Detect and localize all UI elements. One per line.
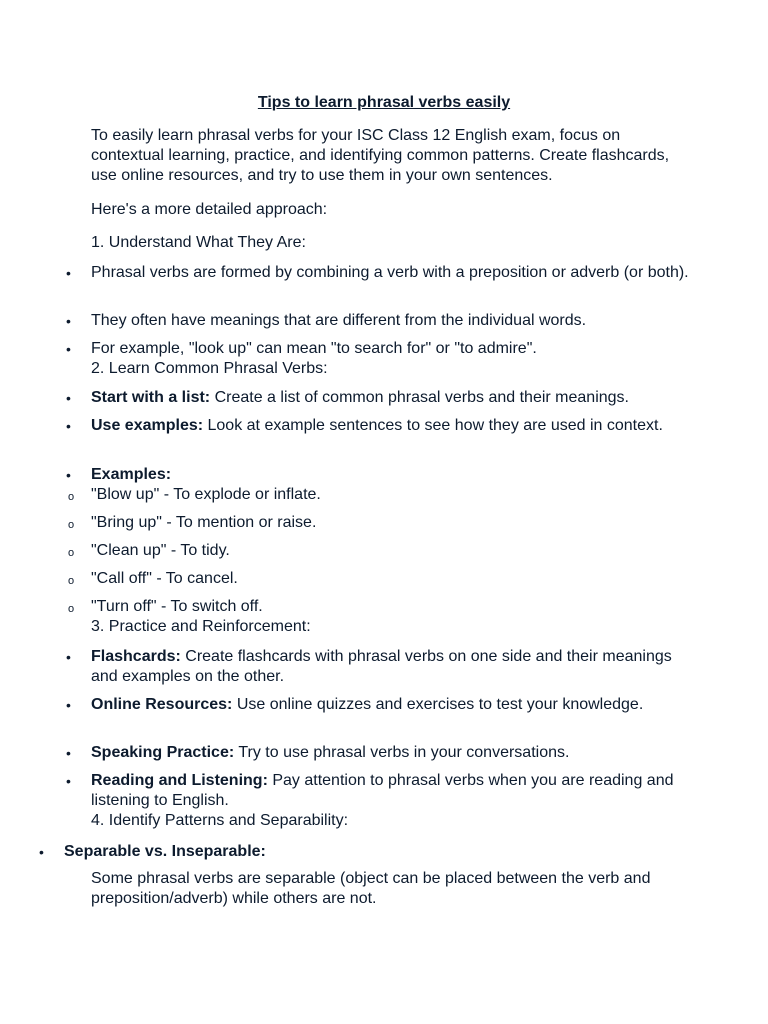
list-item [91, 771, 691, 811]
section-2-heading: 2. Learn Common Phrasal Verbs: [91, 360, 328, 377]
intro-paragraph: To easily learn phrasal verbs for your ISC Class 12 English exam, focus on contextual learning, practice, and identifying common patterns. Create flashcards, use online resources, and try to use them in your own sentences. [91, 127, 670, 184]
list-item-label: Start with a list: [91, 389, 211, 406]
list-item-label: Flashcards: [91, 648, 181, 665]
list-item [91, 465, 691, 485]
list-item [91, 416, 691, 436]
list-item-text: Look at example sentences to see how they are used in context. [203, 417, 663, 434]
list-item-label: Separable vs. Inseparable: [64, 843, 266, 860]
example-item: o "Clean up" - To tidy. [91, 541, 691, 561]
list-item-label: Reading and Listening: [91, 772, 268, 789]
list-item-label: Use examples: [91, 417, 204, 434]
example-item: o "Bring up" - To mention or raise. [91, 513, 691, 533]
example-item: o "Call off" - To cancel. [91, 569, 691, 589]
list-item: • They often have meanings that are different from the individual words. [91, 311, 691, 331]
section-1-heading: 1. Understand What They Are: [91, 234, 306, 251]
list-item-text: Pay attention to phrasal verbs when you are reading and listening to English. [91, 772, 674, 809]
list-item: • For example, "look up" can mean "to search for" or "to admire". [91, 339, 691, 359]
list-item [91, 695, 691, 715]
example-item: o "Turn off" - To switch off. [91, 597, 691, 617]
list-item-text: Try to use phrasal verbs in your conversations. [234, 744, 570, 761]
list-item [91, 743, 691, 763]
list-item: • Phrasal verbs are formed by combining a verb with a preposition or adverb (or both). [91, 263, 691, 283]
section-4-heading: 4. Identify Patterns and Separability: [91, 812, 349, 829]
list-item-text: Use online quizzes and exercises to test your knowledge. [232, 696, 644, 713]
document-title: Tips to learn phrasal verbs easily [257, 94, 511, 111]
list-item-label: Examples: [91, 466, 172, 483]
list-item [64, 842, 664, 862]
list-item-text: Create flashcards with phrasal verbs on one side and their meanings and examples on the other. [91, 648, 672, 685]
list-item-text: Create a list of common phrasal verbs and their meanings. [210, 389, 629, 406]
list-item [91, 388, 691, 408]
list-item [91, 647, 691, 687]
list-item-label: Speaking Practice: [91, 744, 235, 761]
section-3-heading: 3. Practice and Reinforcement: [91, 618, 311, 635]
separability-note: Some phrasal verbs are separable (object can be placed between the verb and preposition/adverb) while others are not. [91, 870, 651, 907]
approach-paragraph: Here's a more detailed approach: [91, 201, 328, 218]
example-item: o "Blow up" - To explode or inflate. [91, 485, 691, 505]
list-item-label: Online Resources: [91, 696, 233, 713]
